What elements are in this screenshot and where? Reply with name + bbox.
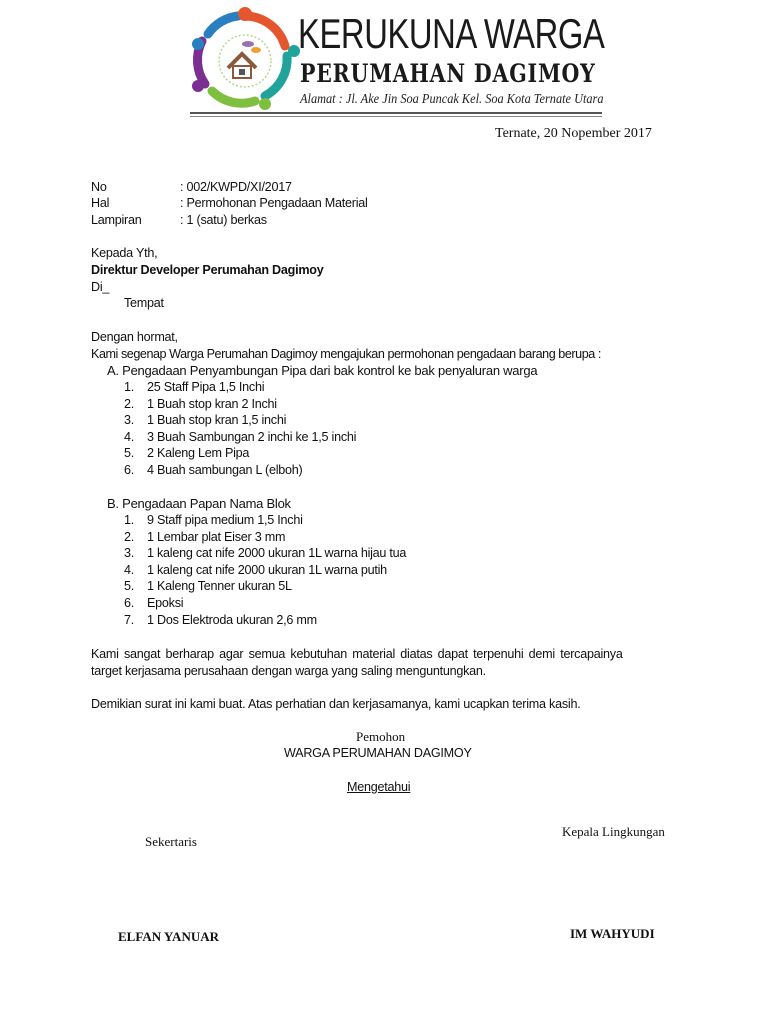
letterhead-address: Alamat : Jl. Ake Jin Soa Puncak Kel. Soa Kota Ternate Utara	[300, 92, 604, 107]
list-item-number: 4.	[124, 429, 135, 444]
list-item: 3 Buah Sambungan 2 inchi ke 1,5 inchi	[147, 429, 357, 444]
list-item-number: 2.	[124, 529, 135, 544]
right-signer-role: Kepala Lingkungan	[562, 824, 665, 839]
letterhead-divider-thin	[190, 116, 602, 117]
meta-label-lampiran: Lampiran	[91, 213, 142, 227]
section-a-heading: A. Pengadaan Penyambungan Pipa dari bak kontrol ke bak penyaluran warga	[107, 363, 538, 378]
meta-label-hal: Hal	[91, 196, 110, 210]
recipient-di: Di_	[91, 280, 110, 294]
meta-value-lampiran: : 1 (satu) berkas	[180, 213, 267, 227]
meta-label-no: No	[91, 180, 107, 194]
right-signer-name: IM WAHYUDI	[570, 926, 655, 941]
list-item: 9 Staff pipa medium 1,5 Inchi	[147, 513, 303, 527]
list-item: 1 Dos Elektroda ukuran 2,6 mm	[147, 612, 317, 627]
list-item-number: 1.	[124, 380, 135, 394]
date-line: Ternate, 20 Nopember 2017	[495, 126, 652, 141]
letterhead-subtitle: PERUMAHAN DAGIMOY	[300, 59, 596, 88]
mengetahui-label: Mengetahui	[347, 780, 411, 794]
list-item: 1 kaleng cat nife 2000 ukuran 1L warna putih	[147, 562, 387, 577]
list-item: 2 Kaleng Lem Pipa	[147, 446, 250, 461]
left-signer-role: Sekertaris	[145, 834, 197, 849]
list-item: 25 Staff Pipa 1,5 Inchi	[147, 380, 265, 394]
closing-thanks: Demikian surat ini kami buat. Atas perhatian dan kerjasamanya, kami ucapkan terima kasih.	[91, 697, 581, 711]
recipient-place: Tempat	[124, 296, 164, 310]
letterhead-divider	[190, 112, 602, 114]
list-item-number: 5.	[124, 579, 135, 594]
pemohon-org: WARGA PERUMAHAN DAGIMOY	[284, 746, 472, 760]
list-item: 1 Lembar plat Eiser 3 mm	[147, 529, 286, 544]
list-item-number: 2.	[124, 396, 135, 411]
letterhead-title: KERUKUNA WARGA	[298, 10, 605, 57]
recipient-name: Direktur Developer Perumahan Dagimoy	[91, 263, 324, 277]
list-item: 1 kaleng cat nife 2000 ukuran 1L warna hijau tua	[147, 546, 407, 561]
list-item-number: 3.	[124, 546, 135, 561]
list-item-number: 6.	[124, 463, 135, 477]
meta-value-no: : 002/KWPD/XI/2017	[180, 180, 292, 194]
meta-value-hal: : Permohonan Pengadaan Material	[180, 196, 368, 210]
community-logo	[190, 6, 300, 110]
list-item-number: 5.	[124, 446, 135, 461]
list-item-number: 6.	[124, 596, 135, 610]
list-item-number: 7.	[124, 612, 135, 627]
opening: Dengan hormat,	[91, 330, 178, 344]
list-item: 1 Buah stop kran 2 Inchi	[147, 396, 277, 411]
list-item-number: 4.	[124, 562, 135, 577]
closing-paragraph-line1: Kami sangat berharap agar semua kebutuhan material diatas dapat terpenuhi demi tercapainya	[91, 647, 623, 661]
closing-paragraph-line2: target kerjasama perusahaan dengan warga yang saling menguntungkan.	[91, 664, 486, 678]
left-signer-name: ELFAN YANUAR	[118, 929, 219, 944]
section-b-heading: B. Pengadaan Papan Nama Blok	[107, 496, 291, 511]
list-item-number: 1.	[124, 513, 135, 527]
list-item: 4 Buah sambungan L (elboh)	[147, 463, 303, 477]
recipient-greeting: Kepada Yth,	[91, 246, 158, 260]
list-item: 1 Buah stop kran 1,5 inchi	[147, 413, 287, 428]
list-item-number: 3.	[124, 413, 135, 428]
intro: Kami segenap Warga Perumahan Dagimoy mengajukan permohonan pengadaan barang berupa :	[91, 347, 601, 361]
list-item: Epoksi	[147, 596, 184, 610]
pemohon-label: Pemohon	[356, 729, 406, 744]
list-item: 1 Kaleng Tenner ukuran 5L	[147, 579, 292, 594]
